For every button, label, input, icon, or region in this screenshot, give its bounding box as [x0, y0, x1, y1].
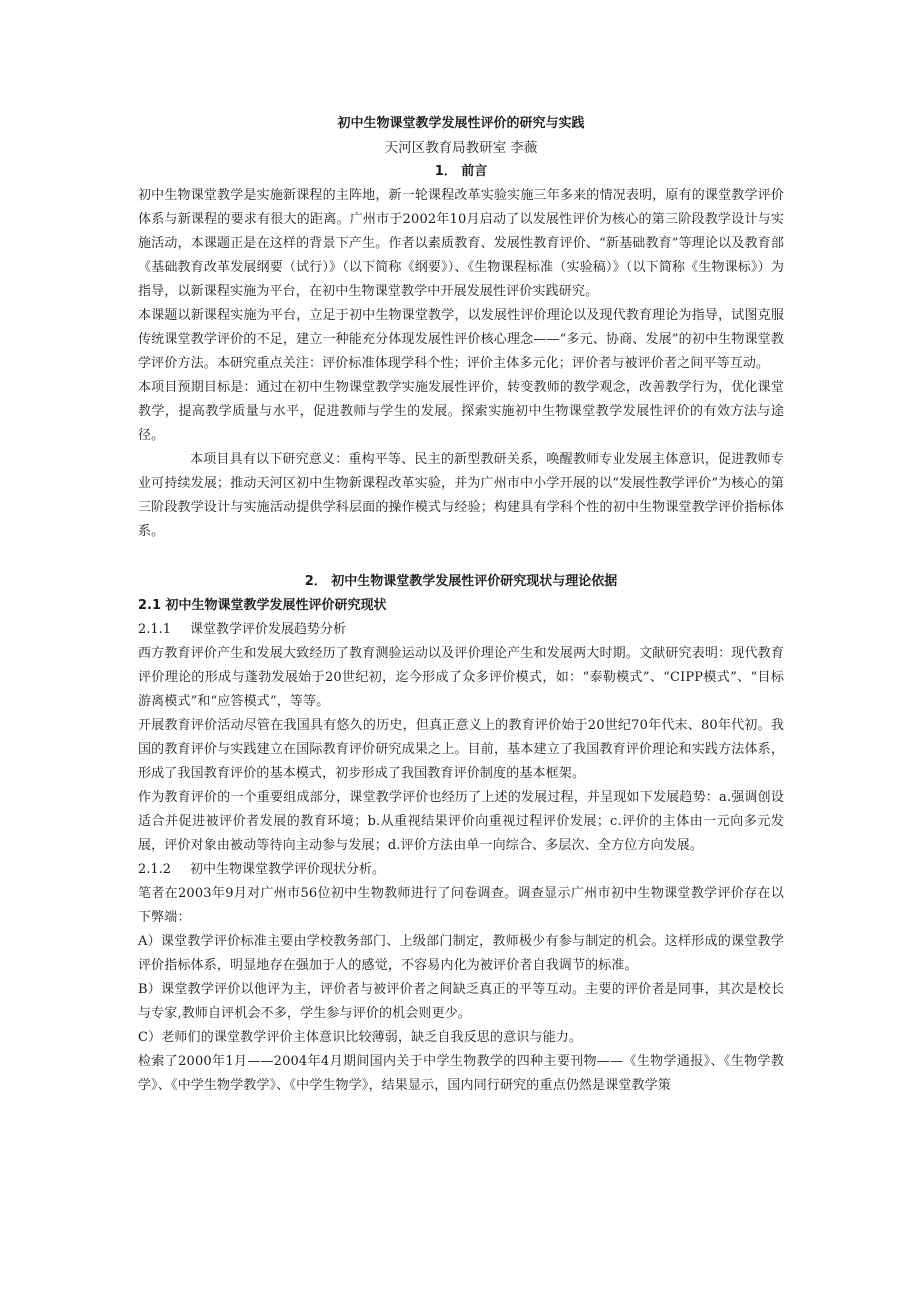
author-line: 天河区教育局教研室 李薇	[384, 140, 538, 156]
spacer	[138, 544, 784, 570]
list-item-b: B）课堂教学评价以他评为主，评价者与被评价者之间缺乏真正的平等互动。主要的评价者是同事，其次是校长与专家,教师自评机会不多，学生参与评价的机会则更少。	[138, 982, 784, 1021]
section-2-heading: 2． 初中生物课堂教学发展性评价研究现状与理论依据	[304, 574, 618, 589]
paragraph: 检索了2000年1月——2004年4月期间国内关于中学生物教学的四种主要刊物——《生物学通报》、《生物学教学》、《中学生物学教学》、《中学生物学》，结果显示，国内同行研究的重点仍然是课堂教学策	[138, 1054, 784, 1093]
paragraph: 开展教育评价活动尽管在我国具有悠久的历史，但真正意义上的教育评价始于20世纪70年代末、80年代初。我国的教育评价与实践建立在国际教育评价研究成果之上。目前，基本建立了我国教育评价理论和实践方法体系，形成了我国教育评价的基本模式，初步形成了我国教育评价制度的基本框架。	[138, 718, 784, 781]
subsection-2-1-heading: 2.1 初中生物课堂教学发展性评价研究现状	[138, 598, 387, 613]
subsection-number: 2.1.1	[138, 622, 172, 637]
paragraph: 西方教育评价产生和发展大致经历了教育测验运动以及评价理论产生和发展两大时期。文献研究表明：现代教育评价理论的形成与蓬勃发展始于20世纪初，迄今形成了众多评价模式，如：“泰勒模式”、“CIPP模式”、“目标游离模式”和“应答模式”，等等。	[138, 646, 784, 709]
subsection-title: 初中生物课堂教学评价现状分析。	[190, 862, 386, 877]
paragraph: 本项目预期目标是：通过在初中生物课堂教学实施发展性评价，转变教师的教学观念，改善教学行为，优化课堂教学，提高教学质量与水平，促进教师与学生的发展。探索实施初中生物课堂教学发展性评价的有效方法与途径。	[138, 380, 784, 443]
section-1-heading: 1． 前言	[434, 164, 488, 179]
document-page	[138, 112, 784, 1098]
subsection-number: 2.1.2	[138, 862, 172, 877]
list-item-a: A）课堂教学评价标准主要由学校教务部门、上级部门制定，教师极少有参与制定的机会。这样形成的课堂教学评价指标体系，明显地存在强加于人的感觉，不容易内化为被评价者自我调节的标准。	[138, 934, 784, 973]
subsection-title: 课堂教学评价发展趋势分析	[190, 622, 347, 637]
paragraph: 作为教育评价的一个重要组成部分，课堂教学评价也经历了上述的发展过程，并呈现如下发展趋势：a.强调创设适合并促进被评价者发展的教育环境；b.从重视结果评价向重视过程评价发展；c.评价的主体由一元向多元发展，评价对象由被动等待向主动参与发展；d.评价方法由单一向综合、多层次、全方位方向发展。	[138, 790, 784, 853]
list-item-c: C）老师们的课堂教学评价主体意识比较薄弱，缺乏自我反思的意识与能力。	[138, 1030, 583, 1045]
document-title: 初中生物课堂教学发展性评价的研究与实践	[337, 116, 585, 131]
subsection-2-1-2-heading	[138, 858, 784, 882]
paragraph: 初中生物课堂教学是实施新课程的主阵地，新一轮课程改革实验实施三年多来的情况表明，原有的课堂教学评价体系与新课程的要求有很大的距离。广州市于2002年10月启动了以发展性评价为核心的第三阶段教学设计与实施活动，本课题正是在这样的背景下产生。作者以素质教育、发展性教育评价、“新基础教育”等理论以及教育部《基础教育改革发展纲要（试行）》（以下简称《纲要》）、《生物课程标准（实验稿）》（以下简称《生物课标》）为指导，以新课程实施为平台，在初中生物课堂教学中开展发展性评价实践研究。	[138, 188, 784, 299]
paragraph: 本课题以新课程实施为平台，立足于初中生物课堂教学，以发展性评价理论以及现代教育理论为指导，试图克服传统课堂教学评价的不足，建立一种能充分体现发展性评价核心理念——“多元、协商、发展”的初中生物课堂教学评价方法。本研究重点关注：评价标准体现学科个性；评价主体多元化；评价者与被评价者之间平等互动。	[138, 308, 784, 371]
paragraph: 笔者在2003年9月对广州市56位初中生物教师进行了问卷调查。调查显示广州市初中生物课堂教学评价存在以下弊端：	[138, 886, 784, 925]
subsection-2-1-1-heading	[138, 618, 784, 642]
paragraph: 本项目具有以下研究意义：重构平等、民主的新型教研关系，唤醒教师专业发展主体意识，促进教师专业可持续发展；推动天河区初中生物新课程改革实验，并为广州市中小学开展的以“发展性教学评价”为核心的第三阶段教学设计与实施活动提供学科层面的操作模式与经验；构建具有学科个性的初中生物课堂教学评价指标体系。	[138, 452, 784, 539]
